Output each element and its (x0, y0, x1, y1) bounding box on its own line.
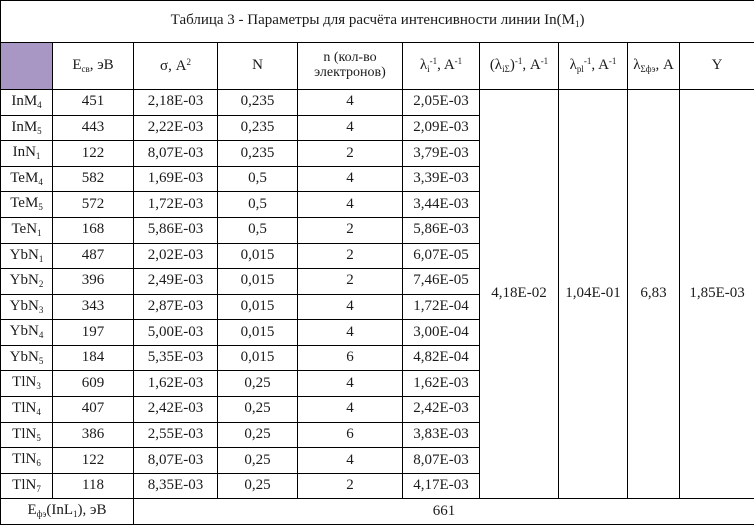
cell-n-electrons: 4 (298, 448, 403, 474)
cell-y: 1,85E-03 (680, 90, 754, 499)
cell-level: YbN$_5$ (1, 345, 53, 371)
cell-sigma: 8,35E-03 (134, 473, 218, 499)
header-row (1, 42, 754, 89)
footer-label: $E_{фэ}(InL_1)$, эВ (1, 499, 134, 525)
cell-level: YbN$_2$ (1, 269, 53, 295)
table-body (1, 90, 754, 499)
footer-row (1, 499, 754, 525)
cell-n: 0,235 (218, 90, 298, 116)
cell-lambda-i: 6,07E-05 (403, 243, 480, 269)
cell-e-sv: 386 (53, 422, 134, 448)
cell-lambda-i: 7,46E-05 (403, 269, 480, 295)
cell-e-sv: 487 (53, 243, 134, 269)
cell-n-electrons: 6 (298, 345, 403, 371)
cell-level: TlN$_6$ (1, 448, 53, 474)
header-lambda-isum: $(\lambda_{i\Sigma})^{-1}$, $A^{-1}$ (480, 42, 559, 89)
cell-lambda-i: 3,39E-03 (403, 166, 480, 192)
cell-n: 0,015 (218, 294, 298, 320)
cell-level: TeM$_4$ (1, 166, 53, 192)
cell-n: 0,015 (218, 345, 298, 371)
cell-lambda-pl: 1,04E-01 (559, 90, 628, 499)
cell-n-electrons: 4 (298, 90, 403, 116)
cell-sigma: 5,86E-03 (134, 217, 218, 243)
cell-e-sv: 407 (53, 396, 134, 422)
header-lambda-sumfe: $\lambda_{\Sigma фэ}$, A (628, 42, 680, 89)
cell-n-electrons: 4 (298, 371, 403, 397)
cell-sigma: 2,42E-03 (134, 396, 218, 422)
cell-lambda-i: 3,00E-04 (403, 320, 480, 346)
header-e-sv: $E_{св}$, эВ (53, 42, 134, 89)
header-lambda-pl: $\lambda_{pl}^{-1}$, $A^{-1}$ (559, 42, 628, 89)
cell-level: YbN$_1$ (1, 243, 53, 269)
cell-sigma: 5,35E-03 (134, 345, 218, 371)
cell-n-electrons: 2 (298, 269, 403, 295)
cell-e-sv: 168 (53, 217, 134, 243)
cell-n: 0,015 (218, 243, 298, 269)
cell-n-electrons: 4 (298, 320, 403, 346)
cell-level: TeN$_1$ (1, 217, 53, 243)
cell-sigma: 5,00E-03 (134, 320, 218, 346)
cell-n: 0,25 (218, 448, 298, 474)
cell-level: TlN$_7$ (1, 473, 53, 499)
cell-sigma: 1,62E-03 (134, 371, 218, 397)
cell-lambda-isum: 4,18E-02 (480, 90, 559, 499)
cell-e-sv: 118 (53, 473, 134, 499)
cell-n: 0,25 (218, 473, 298, 499)
cell-n: 0,015 (218, 320, 298, 346)
cell-level: YbN$_3$ (1, 294, 53, 320)
header-sigma: σ, $A^2$ (134, 42, 218, 89)
cell-lambda-i: 3,83E-03 (403, 422, 480, 448)
cell-sigma: 1,72E-03 (134, 192, 218, 218)
cell-e-sv: 184 (53, 345, 134, 371)
cell-level: InM$_5$ (1, 115, 53, 141)
cell-e-sv: 609 (53, 371, 134, 397)
cell-n: 0,015 (218, 269, 298, 295)
cell-lambda-i: 2,05E-03 (403, 90, 480, 116)
cell-sigma: 2,55E-03 (134, 422, 218, 448)
cell-sigma: 8,07E-03 (134, 141, 218, 167)
cell-level: InM$_4$ (1, 90, 53, 116)
cell-n-electrons: 4 (298, 166, 403, 192)
cell-sigma: 1,69E-03 (134, 166, 218, 192)
cell-lambda-i: 8,07E-03 (403, 448, 480, 474)
cell-n-electrons: 4 (298, 396, 403, 422)
cell-sigma: 8,07E-03 (134, 448, 218, 474)
cell-lambda-i: 5,86E-03 (403, 217, 480, 243)
cell-e-sv: 197 (53, 320, 134, 346)
cell-n-electrons: 4 (298, 115, 403, 141)
cell-e-sv: 582 (53, 166, 134, 192)
cell-n-electrons: 2 (298, 141, 403, 167)
cell-sigma: 2,22E-03 (134, 115, 218, 141)
cell-lambda-sumfe: 6,83 (628, 90, 680, 499)
cell-n: 0,5 (218, 192, 298, 218)
cell-lambda-i: 3,44E-03 (403, 192, 480, 218)
cell-e-sv: 396 (53, 269, 134, 295)
cell-n: 0,25 (218, 371, 298, 397)
header-lambda-i: $\lambda_i^{-1}$, $A^{-1}$ (403, 42, 480, 89)
cell-n-electrons: 2 (298, 243, 403, 269)
cell-sigma: 2,18E-03 (134, 90, 218, 116)
cell-n-electrons: 2 (298, 473, 403, 499)
table-row (1, 90, 754, 116)
cell-e-sv: 343 (53, 294, 134, 320)
cell-lambda-i: 4,82E-04 (403, 345, 480, 371)
cell-level: YbN$_4$ (1, 320, 53, 346)
header-n-electrons: n (кол-во электронов) (298, 42, 403, 89)
cell-level: TlN$_4$ (1, 396, 53, 422)
footer-value: 661 (134, 499, 754, 525)
cell-n: 0,5 (218, 166, 298, 192)
cell-lambda-i: 1,72E-04 (403, 294, 480, 320)
cell-n: 0,25 (218, 422, 298, 448)
cell-n-electrons: 4 (298, 192, 403, 218)
cell-n-electrons: 2 (298, 217, 403, 243)
cell-sigma: 2,02E-03 (134, 243, 218, 269)
cell-level: TlN$_5$ (1, 422, 53, 448)
cell-level: TlN$_3$ (1, 371, 53, 397)
cell-n: 0,5 (218, 217, 298, 243)
cell-sigma: 2,87E-03 (134, 294, 218, 320)
cell-lambda-i: 2,42E-03 (403, 396, 480, 422)
cell-n-electrons: 6 (298, 422, 403, 448)
cell-e-sv: 572 (53, 192, 134, 218)
cell-lambda-i: 1,62E-03 (403, 371, 480, 397)
cell-n-electrons: 4 (298, 294, 403, 320)
cell-level: TeM$_5$ (1, 192, 53, 218)
cell-n: 0,235 (218, 115, 298, 141)
cell-lambda-i: 4,17E-03 (403, 473, 480, 499)
header-y: Y (680, 42, 754, 89)
cell-level: InN$_1$ (1, 141, 53, 167)
cell-n: 0,235 (218, 141, 298, 167)
cell-e-sv: 451 (53, 90, 134, 116)
cell-lambda-i: 3,79E-03 (403, 141, 480, 167)
cell-e-sv: 122 (53, 141, 134, 167)
header-corner (1, 42, 53, 89)
cell-e-sv: 443 (53, 115, 134, 141)
cell-sigma: 2,49E-03 (134, 269, 218, 295)
cell-lambda-i: 2,09E-03 (403, 115, 480, 141)
cell-n: 0,25 (218, 396, 298, 422)
header-n: N (218, 42, 298, 89)
table-title: Таблица 3 - Параметры для расчёта интенсивности линии $In(M_1)$ (1, 1, 754, 43)
cell-e-sv: 122 (53, 448, 134, 474)
